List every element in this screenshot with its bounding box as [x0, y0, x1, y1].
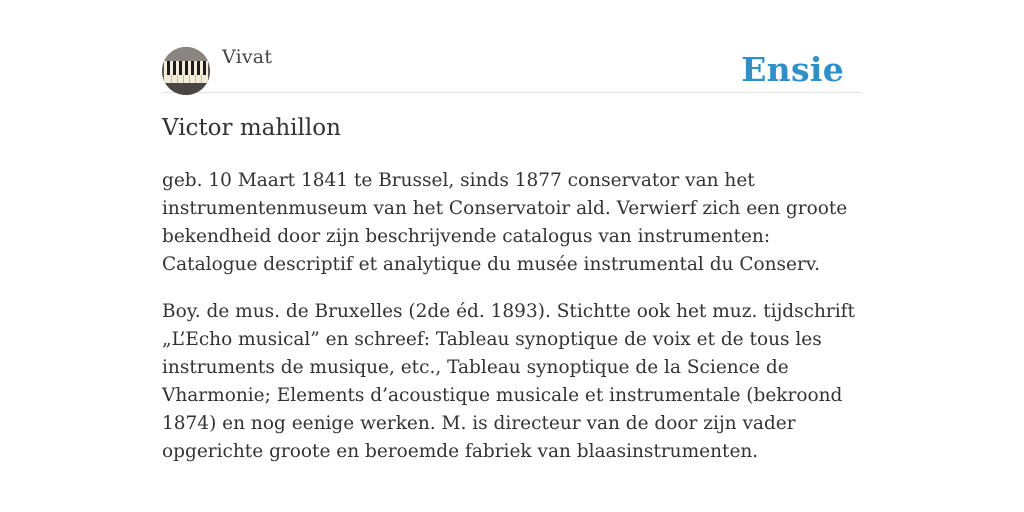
article-paragraph: geb. 10 Maart 1841 te Brussel, sinds 1877 conservator van het instrumentenmuseum van het Conservatoir ald. Verwierf zich een groote bekendheid door zijn beschrijvende catalogus van instrumenten: Catalogue descriptif et analytique du musée instrumental du Conserv. — [162, 170, 848, 275]
header — [162, 0, 862, 93]
brand-logo[interactable]: Ensie — [741, 50, 844, 89]
piano-keys-avatar-icon[interactable] — [162, 47, 210, 95]
source-name[interactable]: Vivat — [222, 46, 273, 68]
article-title: Victor mahillon — [162, 115, 341, 141]
article-paragraph: Boy. de mus. de Bruxelles (2de éd. 1893). Stichtte ook het muz. tijdschrift „L’Echo musical” en schreef: Tableau synoptique de voix et de tous les instruments de musique, etc., Tableau synoptique de la Science de Vharmonie; Elements d’acoustique musicale et instrumentale (bekroond 1874) en nog eenige werken. M. is directeur van de door zijn vader opgerichte groote en beroemde fabriek van blaasinstrumenten. — [162, 301, 855, 462]
article-body — [162, 167, 862, 485]
article-page — [162, 0, 862, 462]
